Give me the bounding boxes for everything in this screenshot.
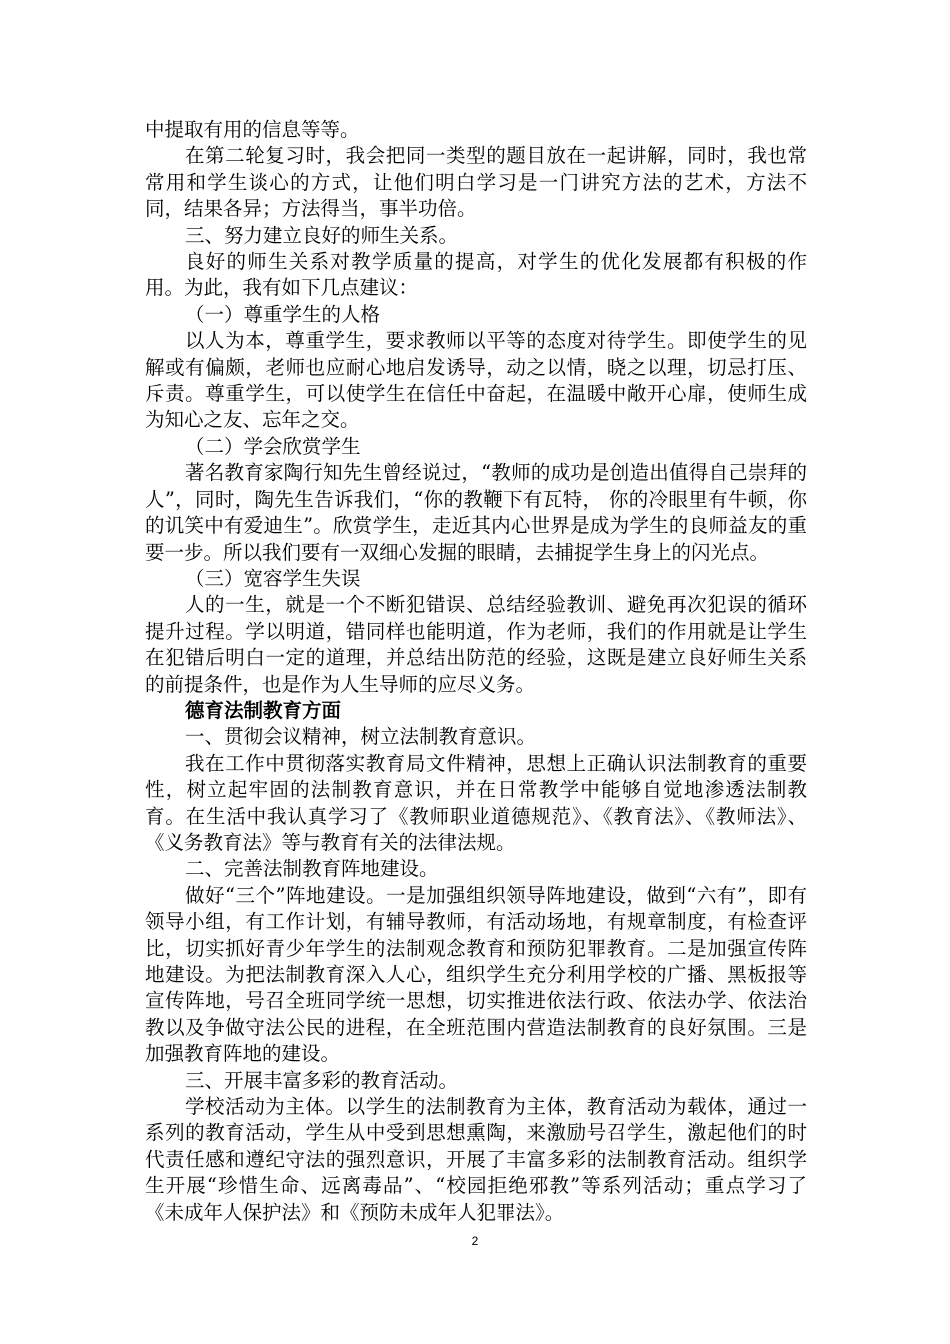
paragraph: 做好“三个”阵地建设。一是加强组织领导阵地建设，做到“六有”，即有领导小组，有工作计划，有辅导教师，有活动场地，有规章制度，有检查评比，切实抓好青少年学生的法制观念教育和预防犯罪教育。二是加强宣传阵地建设。为把法制教育深入人心，组织学生充分利用学校的广播、黑板报等宣传阵地，号召全班同学统一思想，切实推进依法行政、依法办学、依法治教以及争做守法公民的进程，在全班范围内营造法制教育的良好氛围。三是加强教育阵地的建设。 [145,883,807,1066]
subsection-heading: （一）尊重学生的人格 [184,302,380,326]
paragraph: 我在工作中贯彻落实教育局文件精神，思想上正确认识法制教育的重要性，树立起牢固的法制教育意识，并在日常教学中能够自觉地渗透法制教育。在生活中我认真学习了《教师职业道德规范》、《教育法》、《教师法》、《义务教育法》等与教育有关的法律法规。 [145,751,807,854]
section-heading: 一、贯彻会议精神，树立法制教育意识。 [184,725,536,749]
paragraph: 中提取有用的信息等等。 [145,118,360,141]
paragraph: 学校活动为主体。以学生的法制教育为主体，教育活动为载体，通过一系列的教育活动，学生从中受到思想熏陶，来激励号召学生，激起他们的时代责任感和遵纪守法的强烈意识，开展了丰富多彩的法制教育活动。组织学生开展“珍惜生命、远离毒品”、“校园拒绝邪教”等系列活动；重点学习了《未成年人保护法》和《预防未成年人犯罪法》。 [145,1095,807,1224]
paragraph: 良好的师生关系对教学质量的提高，对学生的优化发展都有积极的作用。为此，我有如下几点建议： [145,250,807,300]
page-number: 2 [471,1234,479,1248]
subsection-heading: （二）学会欣赏学生 [184,434,361,458]
bold-heading: 德育法制教育方面 [184,698,341,722]
paragraph: 人的一生，就是一个不断犯错误、总结经验教训、避免再次犯误的循环提升过程。学以明道，错同样也能明道，作为老师，我们的作用就是让学生在犯错后明白一定的道理，并总结出防范的经验，这既是建立良好师生关系的前提条件，也是作为人生导师的应尽义务。 [145,593,807,696]
paragraph: 著名教育家陶行知先生曾经说过，“教师的成功是创造出值得自己崇拜的人”，同时，陶先生告诉我们，“你的教鞭下有瓦特， 你的冷眼里有牛顿，你的讥笑中有爱迪生”。欣赏学生，走近其内心世界是成为学生的良师益友的重要一步。所以我们要有一双细心发掘的眼睛，去捕捉学生身上的闪光点。 [145,461,807,564]
document-body [145,117,807,1226]
section-heading: 二、完善法制教育阵地建设。 [184,857,439,881]
paragraph: 在第二轮复习时，我会把同一类型的题目放在一起讲解，同时，我也常常用和学生谈心的方式，让他们明白学习是一门讲究方法的艺术，方法不同，结果各异；方法得当，事半功倍。 [145,144,807,221]
section-heading: 三、努力建立良好的师生关系。 [184,223,458,247]
section-heading: 三、开展丰富多彩的教育活动。 [184,1068,458,1092]
subsection-heading: （三）宽容学生失误 [184,566,361,590]
paragraph: 以人为本，尊重学生，要求教师以平等的态度对待学生。即使学生的见解或有偏颇，老师也应耐心地启发诱导，动之以情，晓之以理，切忌打压、斥责。尊重学生，可以使学生在信任中奋起，在温暖中敞开心扉，使师生成为知心之友、忘年之交。 [145,329,807,432]
